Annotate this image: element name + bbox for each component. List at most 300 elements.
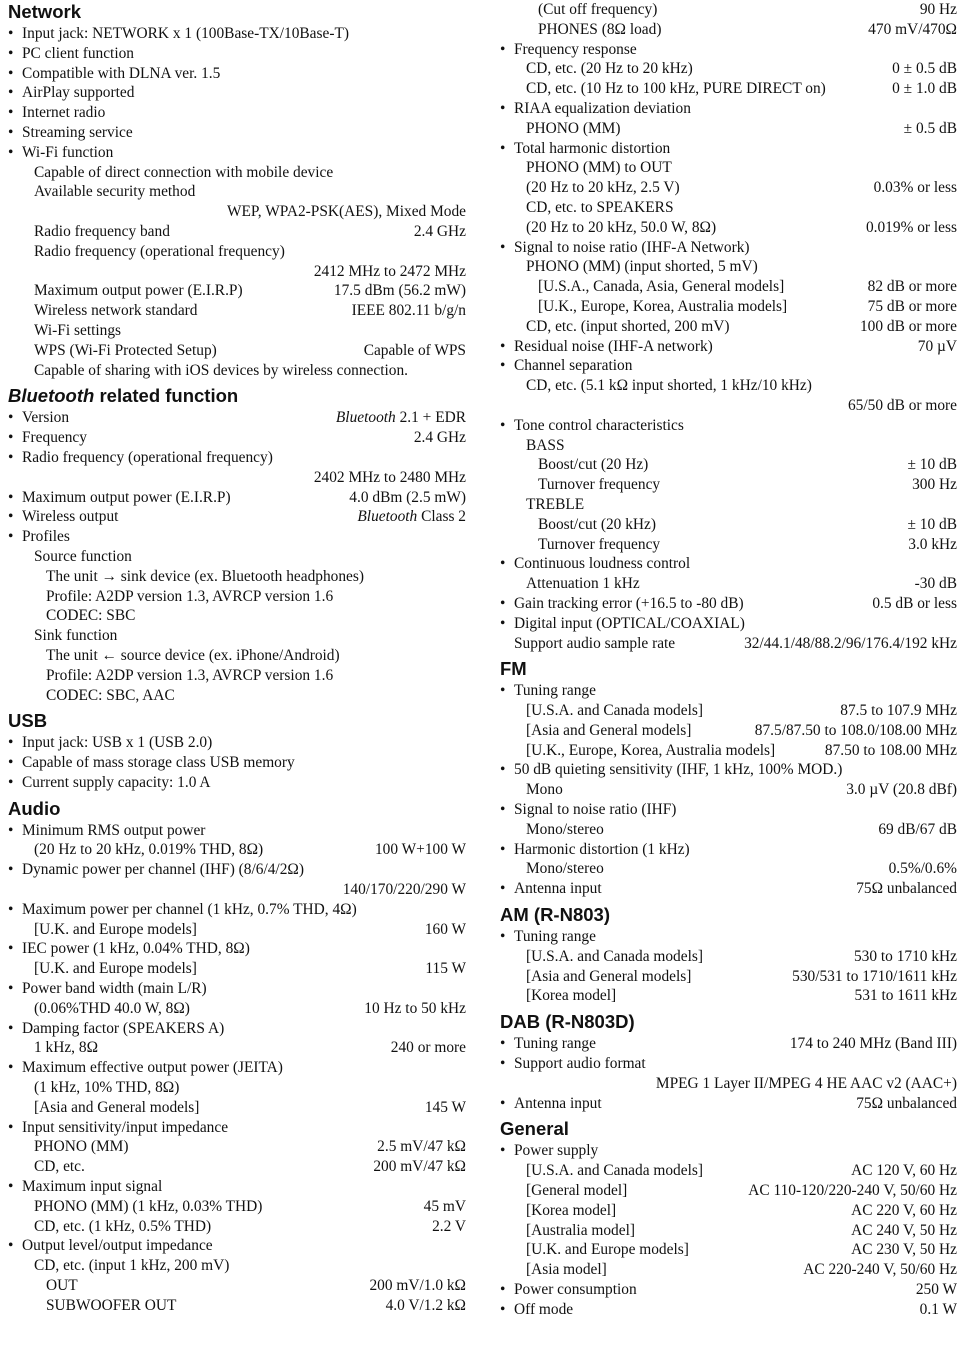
spec-value-text: 75Ω unbalanced bbox=[856, 880, 957, 898]
spec-label: [Korea model] bbox=[526, 1201, 617, 1219]
dot-leader bbox=[604, 1094, 854, 1114]
spec-value bbox=[414, 222, 466, 242]
spec-row-u-k-and-europe-models bbox=[8, 959, 466, 979]
spec-label: (0.06%THD 40.0 W, 8Ω) bbox=[34, 999, 190, 1017]
spec-row-frequency-response bbox=[500, 40, 957, 60]
bullet-icon: • bbox=[8, 900, 14, 918]
spec-value-text: 145 W bbox=[424, 1098, 466, 1116]
spec-value-text: 75 dB or more bbox=[867, 297, 957, 315]
bullet-icon: • bbox=[500, 880, 506, 898]
spec-value-text: 140/170/220/290 W bbox=[342, 881, 466, 899]
spec-label: Maximum power per channel (1 kHz, 0.7% THD, 4Ω) bbox=[22, 900, 357, 918]
spec-value bbox=[314, 262, 466, 282]
spec-row-cd-etc-input-1-khz-200-mv bbox=[8, 1256, 466, 1276]
dot-leader bbox=[89, 428, 412, 448]
spec-label: Channel separation bbox=[514, 357, 633, 375]
spec-row-radio-frequency-operational-frequency bbox=[8, 242, 466, 262]
spec-value bbox=[227, 202, 466, 222]
spec-value bbox=[364, 341, 466, 361]
bullet-icon: • bbox=[500, 416, 506, 434]
spec-value-text: 160 W bbox=[424, 920, 466, 938]
spec-label: Profile: A2DP version 1.3, AVRCP version 1.6 bbox=[46, 587, 334, 605]
spec-label: (Cut off frequency) bbox=[538, 1, 658, 18]
spec-row-u-k-and-europe-models bbox=[500, 1240, 957, 1260]
spec-label: Maximum output power (E.I.R.P) bbox=[34, 282, 243, 300]
spec-label: Wireless network standard bbox=[34, 302, 198, 320]
dot-leader bbox=[192, 999, 362, 1019]
spec-value-text: 530/531 to 1710/1611 kHz bbox=[792, 967, 957, 985]
section-heading bbox=[8, 797, 466, 821]
spec-row-asia-and-general-models bbox=[8, 1098, 466, 1118]
spec-row-radio-frequency-operational-frequency bbox=[8, 448, 466, 468]
spec-value bbox=[352, 301, 466, 321]
spec-value bbox=[425, 920, 466, 940]
spec-value-text: 2.2 V bbox=[432, 1217, 466, 1235]
spec-row-digital-input-optical-coaxial bbox=[500, 614, 957, 634]
spec-row-u-k-and-europe-models bbox=[8, 920, 466, 940]
bullet-icon: • bbox=[500, 1035, 506, 1053]
spec-leader bbox=[200, 301, 466, 321]
spec-label: [Asia and General models] bbox=[526, 721, 692, 739]
spec-label: [General model] bbox=[526, 1182, 628, 1200]
left-column bbox=[8, 0, 466, 1316]
dot-leader bbox=[682, 178, 872, 198]
spec-label: Wireless output bbox=[22, 508, 119, 526]
spec-row-u-k-europe-korea-australia-models bbox=[500, 741, 957, 761]
spec-row-cd-etc-1-khz-0-5-thd bbox=[8, 1217, 466, 1237]
spec-row-u-s-a-and-canada-models bbox=[500, 1161, 957, 1181]
spec-value bbox=[920, 1300, 957, 1320]
spec-label: [Asia and General models] bbox=[526, 967, 692, 985]
bullet-icon: • bbox=[500, 139, 506, 157]
spec-value-text: WEP, WPA2-PSK(AES), Mixed Mode bbox=[227, 203, 466, 221]
spec-value bbox=[866, 218, 957, 238]
spec-row-gain-tracking-error-16-5-to-80-db bbox=[500, 594, 957, 614]
spec-leader bbox=[705, 947, 957, 967]
spec-value-text: 530 to 1710 kHz bbox=[853, 947, 957, 965]
bullet-icon: • bbox=[8, 488, 14, 506]
spec-value bbox=[386, 1296, 466, 1316]
dot-leader bbox=[677, 634, 742, 654]
spec-row-frequency bbox=[8, 428, 466, 448]
spec-value-text: 100 dB or more bbox=[859, 317, 957, 335]
dot-leader bbox=[606, 820, 876, 840]
spec-value-text: 3.0 µV (20.8 dBf) bbox=[846, 781, 957, 799]
spec-row-pc-client-function bbox=[8, 44, 466, 64]
bullet-icon: • bbox=[8, 409, 14, 427]
bullet-icon: • bbox=[8, 1237, 14, 1255]
spec-value bbox=[855, 986, 957, 1006]
spec-row-power-consumption bbox=[500, 1280, 957, 1300]
section-heading bbox=[500, 657, 957, 681]
spec-leader bbox=[828, 79, 957, 99]
spec-row-wps-wi-fi-protected-setup bbox=[8, 341, 466, 361]
dot-leader bbox=[718, 218, 864, 238]
spec-row-20-hz-to-20-khz-50-0-w-8 bbox=[500, 218, 957, 238]
spec-value bbox=[364, 999, 466, 1019]
spec-value bbox=[336, 408, 466, 428]
spec-row-65-50-db-or-more bbox=[500, 396, 957, 416]
spec-value bbox=[425, 1098, 466, 1118]
spec-row-total-harmonic-distortion bbox=[500, 139, 957, 159]
spec-leader bbox=[172, 222, 466, 242]
bullet-icon: • bbox=[8, 821, 14, 839]
spec-value-text: 45 mV bbox=[423, 1197, 466, 1215]
bullet-icon: • bbox=[500, 1300, 506, 1318]
spec-leader bbox=[201, 1098, 466, 1118]
spec-leader bbox=[629, 1181, 957, 1201]
spec-row-input-jack-network-x-1-100base-tx-10base bbox=[8, 24, 466, 44]
bullet-icon: • bbox=[500, 238, 506, 256]
spec-row-capable-of-direct-connection-with-mobile bbox=[8, 163, 466, 183]
spec-label: Tone control characteristics bbox=[514, 416, 684, 434]
spec-label: [U.K. and Europe models] bbox=[34, 920, 197, 938]
spec-row-tone-control-characteristics bbox=[500, 416, 957, 436]
spec-label: [U.K. and Europe models] bbox=[526, 1241, 689, 1259]
spec-row-input-sensitivity-input-impedance bbox=[8, 1118, 466, 1138]
spec-leader bbox=[642, 574, 957, 594]
spec-row-input-jack-usb-x-1-usb-2-0 bbox=[8, 733, 466, 753]
spec-label: PHONO (MM) (1 kHz, 0.03% THD) bbox=[34, 1197, 263, 1215]
bullet-icon: • bbox=[500, 594, 506, 612]
spec-label: [Asia and General models] bbox=[34, 1098, 200, 1116]
spec-label: Harmonic distortion (1 kHz) bbox=[514, 840, 690, 858]
bullet-icon: • bbox=[500, 682, 506, 700]
dot-leader bbox=[618, 986, 853, 1006]
spec-row-wi-fi-function bbox=[8, 143, 466, 163]
spec-row-support-audio-sample-rate bbox=[500, 634, 957, 654]
bullet-icon: • bbox=[8, 528, 14, 546]
spec-row-maximum-input-signal bbox=[8, 1177, 466, 1197]
spec-row-korea-model bbox=[500, 986, 957, 1006]
bullet-icon: • bbox=[500, 40, 506, 58]
spec-label: PHONES (8Ω load) bbox=[538, 20, 662, 38]
spec-row-radio-frequency-band bbox=[8, 222, 466, 242]
spec-row-0-06-thd-40-0-w-8 bbox=[8, 999, 466, 1019]
spec-label: Current supply capacity: 1.0 A bbox=[22, 773, 211, 791]
spec-leader bbox=[245, 281, 466, 301]
spec-label: [U.S.A. and Canada models] bbox=[526, 702, 703, 720]
spec-value bbox=[872, 594, 957, 614]
spec-row-minimum-rms-output-power bbox=[8, 821, 466, 841]
spec-leader bbox=[623, 119, 957, 139]
spec-value bbox=[915, 574, 957, 594]
spec-value bbox=[848, 396, 957, 416]
section-heading bbox=[500, 903, 957, 927]
spec-row-support-audio-format bbox=[500, 1054, 957, 1074]
bullet-icon: • bbox=[500, 761, 506, 779]
spec-row-australia-model bbox=[500, 1221, 957, 1241]
spec-row-tuning-range bbox=[500, 927, 957, 947]
spec-value bbox=[868, 20, 957, 40]
spec-label: Off mode bbox=[514, 1300, 574, 1318]
spec-label: Turnover frequency bbox=[538, 535, 661, 553]
spec-value-text: 82 dB or more bbox=[867, 278, 957, 296]
spec-leader bbox=[34, 262, 466, 282]
spec-value-text: 3.0 kHz bbox=[908, 535, 957, 553]
section-heading-text: AM (R-N803) bbox=[500, 904, 610, 926]
spec-row-capable-of-sharing-with-ios-devices-by-w bbox=[8, 361, 466, 381]
spec-value-text: 69 dB/67 dB bbox=[878, 820, 957, 838]
spec-leader bbox=[691, 1240, 957, 1260]
spec-value bbox=[851, 1161, 957, 1181]
spec-label: Internet radio bbox=[22, 104, 106, 122]
spec-leader bbox=[715, 337, 957, 357]
section-heading bbox=[500, 1117, 957, 1141]
spec-value-text: 240 or more bbox=[390, 1039, 466, 1057]
spec-value bbox=[908, 515, 958, 535]
spec-row-20-hz-to-20-khz-2-5-v bbox=[500, 178, 957, 198]
spec-row-u-s-a-canada-asia-general-models bbox=[500, 277, 957, 297]
spec-row-profiles bbox=[8, 527, 466, 547]
spec-row-bass bbox=[500, 436, 957, 456]
spec-leader bbox=[618, 1201, 957, 1221]
spec-value bbox=[851, 1221, 957, 1241]
spec-value bbox=[908, 535, 957, 555]
section-heading bbox=[8, 0, 466, 24]
spec-value-text: 4.0 V/1.2 kΩ bbox=[385, 1296, 466, 1314]
spec-row-phono-mm bbox=[8, 1137, 466, 1157]
spec-leader bbox=[705, 701, 957, 721]
spec-row-capable-of-mass-storage-class-usb-memory bbox=[8, 753, 466, 773]
spec-value-text: 2402 MHz to 2480 MHz bbox=[313, 468, 466, 486]
spec-label: Capable of sharing with iOS devices by wireless connection. bbox=[34, 361, 408, 379]
spec-row-asia-and-general-models bbox=[500, 967, 957, 987]
spec-label: Available security method bbox=[34, 183, 196, 201]
spec-label: [U.S.A., Canada, Asia, General models] bbox=[538, 278, 785, 296]
dot-leader bbox=[604, 879, 854, 899]
spec-value-text: 100 W+100 W bbox=[374, 841, 466, 859]
spec-leader bbox=[80, 1276, 466, 1296]
spec-value-text: 174 to 240 MHz (Band III) bbox=[789, 1035, 957, 1053]
spec-label: RIAA equalization deviation bbox=[514, 99, 691, 117]
dot-leader bbox=[642, 574, 913, 594]
spec-label: Dynamic power per channel (IHF) (8/6/4/2Ω) bbox=[22, 861, 304, 879]
spec-value bbox=[856, 879, 957, 899]
spec-leader bbox=[199, 920, 466, 940]
spec-leader bbox=[213, 1217, 466, 1237]
bullet-icon: • bbox=[8, 64, 14, 82]
dot-leader bbox=[575, 1300, 918, 1320]
spec-value bbox=[840, 701, 957, 721]
bullet-icon: • bbox=[8, 429, 14, 447]
section-heading bbox=[500, 1010, 957, 1034]
spec-row-attenuation-1-khz bbox=[500, 574, 957, 594]
spec-value-text: 2.5 mV/47 kΩ bbox=[377, 1138, 466, 1156]
bullet-icon: • bbox=[8, 1118, 14, 1136]
dot-leader bbox=[100, 1038, 389, 1058]
spec-label: Signal to noise ratio (IHF-A Network) bbox=[514, 238, 750, 256]
spec-leader bbox=[639, 1280, 957, 1300]
spec-label: [U.K., Europe, Korea, Australia models] bbox=[526, 741, 776, 759]
spec-label: (20 Hz to 20 kHz, 2.5 V) bbox=[526, 179, 680, 197]
spec-row-available-security-method bbox=[8, 182, 466, 202]
spec-value-text: 531 to 1611 kHz bbox=[854, 987, 957, 1005]
spec-value-text: -30 dB bbox=[914, 575, 957, 593]
spec-value bbox=[656, 1074, 957, 1094]
section-heading bbox=[8, 384, 466, 408]
spec-row-wireless-output bbox=[8, 507, 466, 527]
spec-value bbox=[904, 119, 957, 139]
spec-value bbox=[868, 277, 957, 297]
spec-label: Mono/stereo bbox=[526, 820, 604, 838]
spec-row-phono-mm-input-shorted-5-mv bbox=[500, 257, 957, 277]
spec-row-wi-fi-settings bbox=[8, 321, 466, 341]
spec-label: Compatible with DLNA ver. 1.5 bbox=[22, 64, 221, 82]
spec-row-general-model bbox=[500, 1181, 957, 1201]
spec-label: Signal to noise ratio (IHF) bbox=[514, 801, 677, 819]
spec-leader bbox=[718, 218, 957, 238]
spec-label: Radio frequency (operational frequency) bbox=[34, 242, 285, 260]
bullet-icon: • bbox=[8, 980, 14, 998]
dot-leader bbox=[658, 515, 906, 535]
spec-row-phono-mm bbox=[500, 119, 957, 139]
spec-value bbox=[748, 1181, 957, 1201]
dot-leader bbox=[201, 1098, 423, 1118]
spec-row-streaming-service bbox=[8, 123, 466, 143]
dot-leader bbox=[219, 341, 362, 361]
spec-leader bbox=[677, 634, 957, 654]
dot-leader bbox=[245, 281, 332, 301]
spec-row-1-khz-10-thd-8 bbox=[8, 1078, 466, 1098]
spec-value bbox=[375, 840, 466, 860]
spec-row-1-khz-8 bbox=[8, 1038, 466, 1058]
spec-label: Streaming service bbox=[22, 123, 133, 141]
spec-label: Frequency response bbox=[514, 40, 637, 58]
spec-value-text: 2.4 GHz bbox=[413, 222, 466, 240]
spec-label: CD, etc. (5.1 kΩ input shorted, 1 kHz/10 kHz) bbox=[526, 377, 812, 395]
spec-row-tuning-range bbox=[500, 1034, 957, 1054]
section-heading-text: USB bbox=[8, 710, 48, 732]
spec-label: AirPlay supported bbox=[22, 84, 135, 102]
spec-value bbox=[373, 1157, 466, 1177]
bullet-icon: • bbox=[8, 84, 14, 102]
spec-value bbox=[878, 820, 957, 840]
dot-leader bbox=[80, 1276, 367, 1296]
spec-value bbox=[920, 0, 957, 20]
dot-leader bbox=[213, 1217, 430, 1237]
spec-leader bbox=[526, 1074, 957, 1094]
spec-value bbox=[369, 1276, 466, 1296]
spec-label: Input jack: USB x 1 (USB 2.0) bbox=[22, 734, 213, 752]
dot-leader bbox=[71, 408, 334, 428]
spec-value-text: 70 µV bbox=[917, 337, 957, 355]
spec-value-text: 17.5 dBm (56.2 mW) bbox=[333, 282, 466, 300]
spec-leader bbox=[682, 178, 957, 198]
spec-value-text: 115 W bbox=[425, 960, 466, 978]
spec-row-mono-stereo bbox=[500, 859, 957, 879]
spec-row-asia-and-general-models bbox=[500, 721, 957, 741]
bullet-icon: • bbox=[500, 357, 506, 375]
spec-value-text: AC 120 V, 60 Hz bbox=[851, 1162, 957, 1180]
spec-row-the-unit-sink-device-ex-bluetooth-headph bbox=[8, 567, 466, 587]
spec-value-text: 300 Hz bbox=[912, 476, 957, 494]
spec-label: Wi-Fi function bbox=[22, 143, 114, 161]
dot-leader bbox=[639, 1280, 914, 1300]
section-heading-text: DAB (R-N803D) bbox=[500, 1011, 635, 1033]
spec-row-maximum-output-power-e-i-r-p bbox=[8, 488, 466, 508]
spec-value-italic: Bluetooth bbox=[357, 508, 418, 526]
bullet-icon: • bbox=[8, 734, 14, 752]
spec-row-dynamic-power-per-channel-ihf-8-6-4-2 bbox=[8, 860, 466, 880]
spec-label: Profiles bbox=[22, 528, 70, 546]
spec-leader bbox=[609, 1260, 957, 1280]
spec-value bbox=[343, 880, 466, 900]
spec-value-text: ± 10 dB bbox=[907, 515, 957, 533]
spec-label: Radio frequency (operational frequency) bbox=[22, 448, 273, 466]
bullet-icon: • bbox=[500, 555, 506, 573]
spec-value-text: 0.5 dB or less bbox=[872, 594, 957, 612]
spec-value bbox=[391, 1038, 466, 1058]
spec-row-u-s-a-and-canada-models bbox=[500, 947, 957, 967]
spec-label: CD, etc. to SPEAKERS bbox=[526, 198, 674, 216]
spec-value bbox=[851, 1201, 957, 1221]
spec-leader bbox=[606, 859, 957, 879]
spec-label: PHONO (MM) (input shorted, 5 mV) bbox=[526, 258, 758, 276]
section-heading-text: General bbox=[500, 1118, 569, 1140]
spec-row-profile-a2dp-version-1-3-avrcp-version-1 bbox=[8, 666, 466, 686]
spec-value-text: AC 240 V, 50 Hz bbox=[851, 1221, 957, 1239]
spec-value bbox=[744, 634, 957, 654]
dot-leader bbox=[120, 507, 355, 527]
dot-leader bbox=[650, 455, 906, 475]
spec-label: TREBLE bbox=[526, 495, 585, 513]
spec-value bbox=[889, 859, 957, 879]
spec-row-2412-mhz-to-2472-mhz bbox=[8, 262, 466, 282]
spec-value bbox=[790, 1034, 957, 1054]
dot-leader bbox=[659, 0, 918, 20]
spec-row-power-supply bbox=[500, 1141, 957, 1161]
bullet-icon: • bbox=[8, 1019, 14, 1037]
dot-leader bbox=[691, 1240, 849, 1260]
spec-row-cd-etc bbox=[8, 1157, 466, 1177]
dot-leader bbox=[598, 1034, 788, 1054]
spec-value bbox=[424, 1197, 466, 1217]
spec-value-text: 470 mV/470Ω bbox=[868, 20, 957, 38]
spec-row-version bbox=[8, 408, 466, 428]
spec-row-sink-function bbox=[8, 626, 466, 646]
dot-leader bbox=[87, 1157, 371, 1177]
spec-row-50-db-quieting-sensitivity-ihf-1-khz-100 bbox=[500, 760, 957, 780]
dot-leader bbox=[629, 1181, 746, 1201]
spec-label: Power consumption bbox=[514, 1281, 637, 1299]
spec-label: Maximum effective output power (JEITA) bbox=[22, 1059, 283, 1077]
spec-row-cd-etc-5-1-k-input-shorted-1-khz-10-khz bbox=[500, 376, 957, 396]
spec-row-phono-mm-to-out bbox=[500, 158, 957, 178]
spec-label: Digital input (OPTICAL/COAXIAL) bbox=[514, 614, 745, 632]
spec-row-source-function bbox=[8, 547, 466, 567]
spec-leader bbox=[265, 840, 466, 860]
spec-leader bbox=[693, 967, 957, 987]
dot-leader bbox=[789, 297, 866, 317]
dot-leader bbox=[131, 1137, 375, 1157]
spec-label: WPS (Wi-Fi Protected Setup) bbox=[34, 341, 217, 359]
spec-label: Input sensitivity/input impedance bbox=[22, 1118, 229, 1136]
spec-value-italic: Bluetooth bbox=[335, 409, 396, 427]
spec-label: OUT bbox=[46, 1277, 78, 1295]
spec-leader bbox=[658, 515, 957, 535]
spec-value-text: 250 W bbox=[915, 1281, 957, 1299]
spec-label: IEC power (1 kHz, 0.04% THD, 8Ω) bbox=[22, 940, 250, 958]
spec-label: CD, etc. (1 kHz, 0.5% THD) bbox=[34, 1217, 212, 1235]
spec-value-text: 87.5 to 107.9 MHz bbox=[840, 702, 957, 720]
spec-row-korea-model bbox=[500, 1201, 957, 1221]
spec-label: [U.K., Europe, Korea, Australia models] bbox=[538, 297, 788, 315]
spec-label: Capable of direct connection with mobile device bbox=[34, 163, 334, 181]
spec-row-wep-wpa2-psk-aes-mixed-mode bbox=[8, 202, 466, 222]
spec-leader bbox=[598, 1034, 957, 1054]
spec-label: CD, etc. (10 Hz to 100 kHz, PURE DIRECT on) bbox=[526, 80, 826, 98]
